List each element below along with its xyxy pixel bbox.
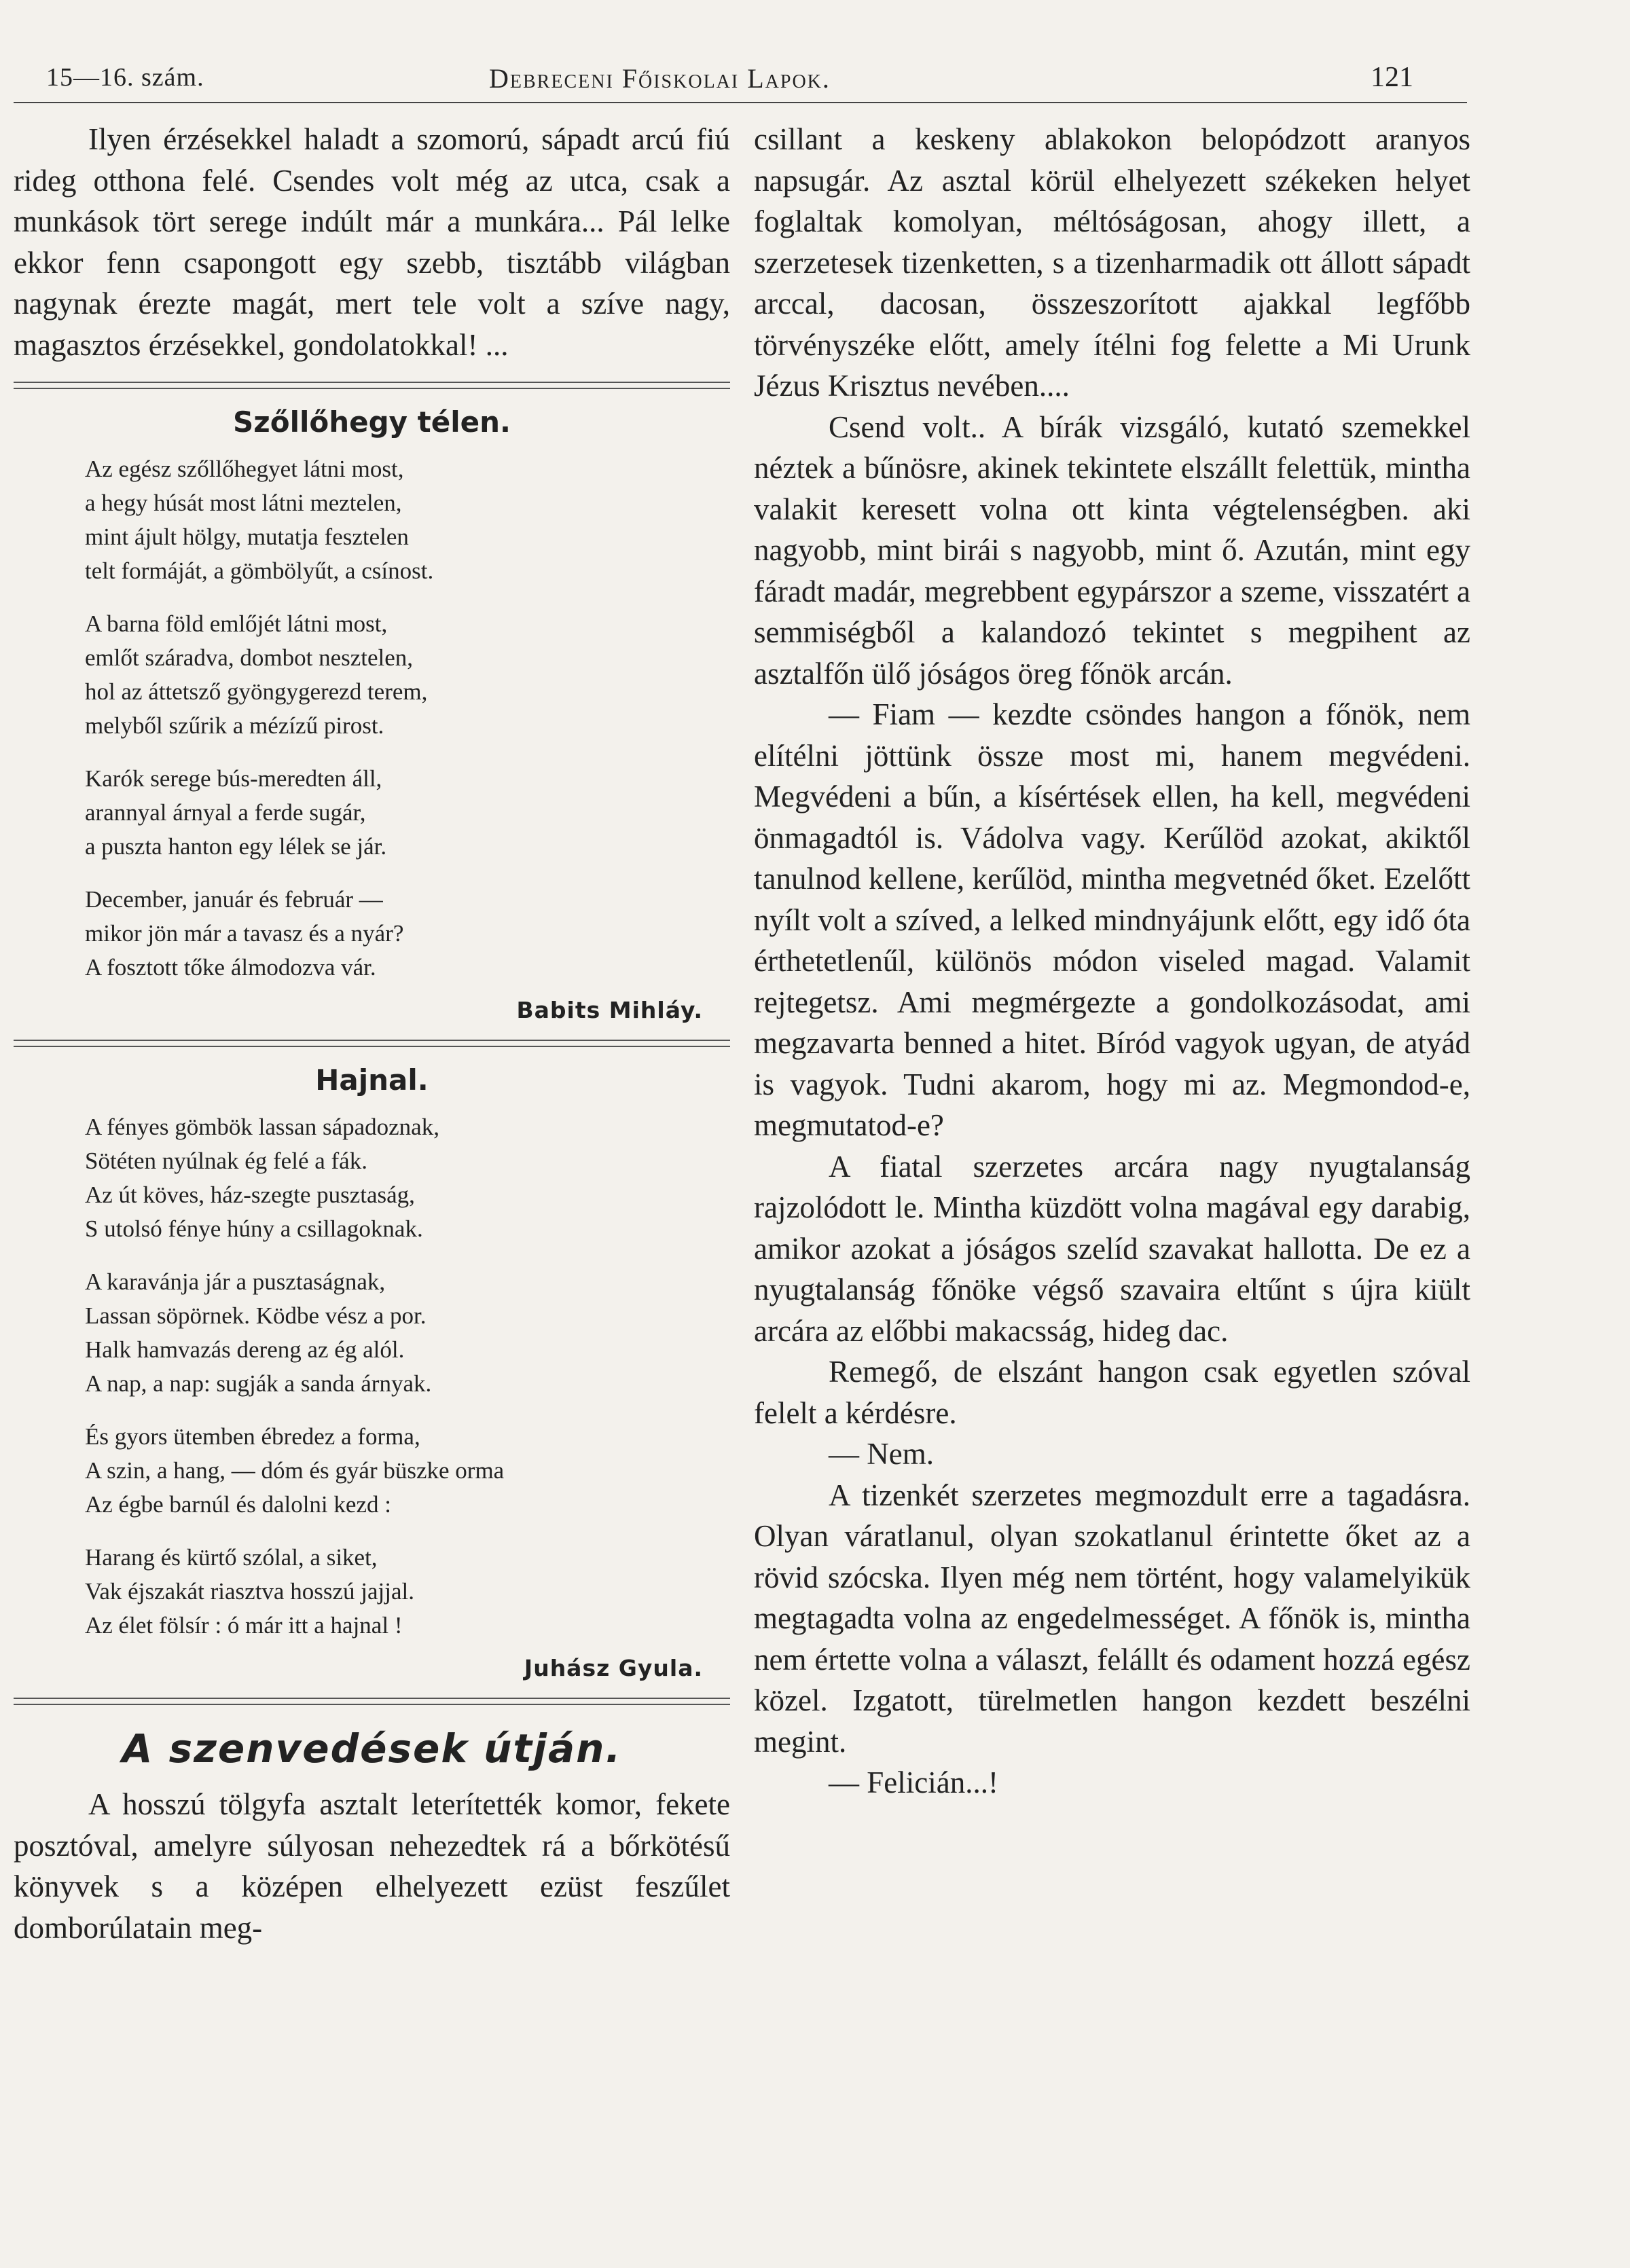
header-rule bbox=[14, 102, 1467, 103]
article-paragraph: A fiatal szerzetes arcára nagy nyugtalanság rajzolódott le. Mintha küzdött volna magával egy darabig, amikor azokat a jóságos szelíd szavakat hallotta. De ez a nyugtalanság főnöke végső szavaira eltűnt s újra kiült arcára az előbbi makacsság, hideg dac. bbox=[754, 1149, 1470, 1348]
section-divider bbox=[14, 382, 730, 389]
poem-title: Hajnal. bbox=[315, 1063, 429, 1097]
poem-line: A fényes gömbök lassan sápadoznak, bbox=[85, 1114, 439, 1140]
section-divider bbox=[14, 1698, 730, 1705]
poem-line: Az egész szőllőhegyet látni most, bbox=[85, 456, 404, 482]
poem-stanza bbox=[85, 607, 730, 743]
section-divider bbox=[14, 1040, 730, 1047]
article-paragraph: A hosszú tölgyfa asztalt leterítették komor, fekete posztóval, amelyre súlyosan nehezedtek rá a bőrkötésű könyvek s a középen elhelyezett ezüst feszűlet domborúlatain meg- bbox=[14, 1787, 730, 1945]
poem-stanza bbox=[85, 1265, 730, 1401]
poem-line: A szin, a hang, — dóm és gyár büszke orma bbox=[85, 1457, 505, 1484]
poem-szollohegy bbox=[14, 405, 730, 1023]
left-column bbox=[14, 119, 730, 1948]
poem-line: arannyal árnyal a ferde sugár, bbox=[85, 799, 366, 826]
poem-title: Szőllőhegy télen. bbox=[233, 405, 511, 439]
article-paragraph: csillant a keskeny ablakokon belopódzott aranyos napsugár. Az asztal körül elhelyezett székeken helyet foglaltak komolyan, méltóságosan, ahogy illett, a szerzetesek tizenketten, s a tizenharmadik ott állott sápadt arccal, dacosan, összeszorított ajakkal legfőbb törvényszéke előtt, amely ítélni fog felette a Mi Urunk Jézus Krisztus nevében.... bbox=[754, 122, 1470, 403]
poem-line: December, január és február — bbox=[85, 886, 383, 913]
poem-line: Sötéten nyúlnak ég felé a fák. bbox=[85, 1148, 367, 1174]
poem-author: Juhász Gyula. bbox=[524, 1655, 703, 1681]
poem-line: melyből szűrik a mézízű pirost. bbox=[85, 712, 384, 739]
issue-number: 15—16. szám. bbox=[46, 63, 204, 92]
poem-line: Az élet fölsír : ó már itt a hajnal ! bbox=[85, 1612, 403, 1639]
poem-stanza bbox=[85, 1541, 730, 1643]
poem-line: Lassan söpörnek. Ködbe vész a por. bbox=[85, 1302, 427, 1329]
poem-author: Babits Mihláy. bbox=[516, 997, 703, 1023]
poem-hajnal bbox=[14, 1063, 730, 1681]
poem-stanza bbox=[85, 1420, 730, 1522]
page-header bbox=[0, 0, 1630, 109]
poem-line: A fosztott tőke álmodozva vár. bbox=[85, 954, 376, 981]
poem-stanza bbox=[85, 1110, 730, 1246]
poem-line: mint ájult hölgy, mutatja fesztelen bbox=[85, 524, 409, 550]
poem-line: Az égbe barnúl és dalolni kezd : bbox=[85, 1491, 391, 1518]
article-paragraph: — Felicián...! bbox=[829, 1766, 998, 1799]
poem-line: Az út köves, ház-szegte pusztaság, bbox=[85, 1182, 415, 1208]
poem-line: És gyors ütemben ébredez a forma, bbox=[85, 1423, 420, 1450]
poem-line: a puszta hanton egy lélek se jár. bbox=[85, 833, 387, 860]
poem-line: S utolsó fénye húny a csillagoknak. bbox=[85, 1215, 423, 1242]
right-column bbox=[754, 119, 1470, 1804]
poem-stanza bbox=[85, 452, 730, 588]
intro-paragraph: Ilyen érzésekkel haladt a szomorú, sápadt arcú fiú rideg otthona felé. Csendes volt még az utca, csak a munkások tört serege indúlt már a munkára... Pál lelke ekkor fenn csapongott egy szebb, tisztább világban nagynak érezte magát, mert tele volt a szíve nagy, magasztos érzésekkel, gondolatokkal! ... bbox=[14, 122, 730, 362]
poem-line: Karók serege bús-meredten áll, bbox=[85, 765, 382, 792]
poem-line: Vak éjszakát riasztva hosszú jajjal. bbox=[85, 1578, 414, 1605]
article-paragraph: — Fiam — kezdte csöndes hangon a főnök, nem elítélni jöttünk össze most mi, hanem megvédeni. Megvédeni a bűn, a kísértések ellen, ha kell, megvédeni önmagadtól is. Vádolva vagy. Kerűlöd azokat, akiktől tanulnod kellene, kerűlöd, mintha megvetnéd őket. Ezelőtt nyílt volt a szíved, a lelked mindnyájunk előtt, egy idő óta érthetetlenűl, különös módon viseled magad. Valamit rejtegetsz. Ami megmérgezte a gondolkozásodat, ami megzavarta benned a hitet. Bíród vagyok ugyan, de atyád is vagyok. Tudni akarom, hogy mi az. Megmondod-e, megmutatod-e? bbox=[754, 697, 1470, 1142]
poem-stanza bbox=[85, 883, 730, 985]
poem-stanza bbox=[85, 762, 730, 864]
article-paragraph: — Nem. bbox=[829, 1437, 934, 1471]
article-paragraph: Csend volt.. A bírák vizsgáló, kutató szemekkel néztek a bűnösre, akinek tekintete elszállt felettük, mintha valakit keresett volna ott kinta végtelenségben. aki nagyobb, mint birái s nagyobb, mint ő. Azután, mint egy fáradt madár, megrebbent egypárszor a szeme, visszatért a semmiségből a kalandozó tekintet s megpihent az asztalfőn ülő jóságos öreg főnök arcán. bbox=[754, 409, 1470, 691]
poem-line: hol az áttetsző gyöngygerezd terem, bbox=[85, 678, 428, 705]
poem-line: Halk hamvazás dereng az ég alól. bbox=[85, 1336, 405, 1363]
page-number: 121 bbox=[1371, 62, 1413, 93]
poem-line: emlőt száradva, dombot nesztelen, bbox=[85, 644, 414, 671]
poem-line: mikor jön már a tavasz és a nyár? bbox=[85, 920, 404, 947]
article-paragraph: A tizenkét szerzetes megmozdult erre a tagadásra. Olyan váratlanul, olyan szokatlanul érintette őket az a rövid szócska. Ilyen még nem történt, hogy valamelyikük megtagadta volna az engedelmességet. A főnök is, mintha nem értette volna a választ, felállt és odament hozzá egész közel. Izgatott, türelmetlen hangon kezdett beszélni megint. bbox=[754, 1478, 1470, 1759]
poem-line: A nap, a nap: sugják a sanda árnyak. bbox=[85, 1370, 432, 1397]
journal-title: Debreceni Főiskolai Lapok. bbox=[489, 63, 831, 94]
article-title: A szenvedések útján. bbox=[122, 1725, 622, 1772]
poem-line: A karavánja jár a pusztaságnak, bbox=[85, 1268, 386, 1295]
poem-line: a hegy húsát most látni meztelen, bbox=[85, 490, 402, 516]
poem-line: telt formáját, a gömbölyűt, a csínost. bbox=[85, 557, 434, 584]
poem-line: Harang és kürtő szólal, a siket, bbox=[85, 1544, 378, 1571]
poem-line: A barna föld emlőjét látni most, bbox=[85, 610, 388, 637]
article-paragraph: Remegő, de elszánt hangon csak egyetlen szóval felelt a kérdésre. bbox=[754, 1355, 1470, 1430]
